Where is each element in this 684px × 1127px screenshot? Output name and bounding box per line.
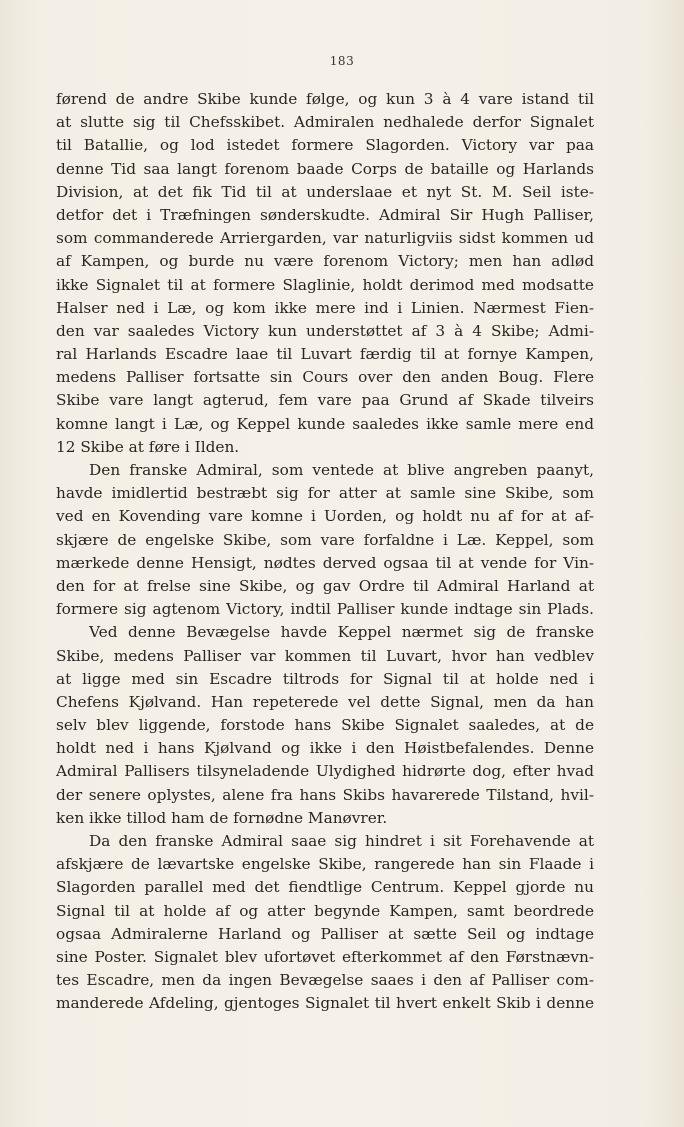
text-line: skjære de engelske Skibe, som vare forfaldne i Læ. Keppel, som [56,530,594,549]
text-line: den var saaledes Victory kun understøttet af 3 à 4 Skibe; Admi- [56,321,594,340]
text-line: tes Escadre, men da ingen Bevægelse saaes i den af Palliser com- [56,971,594,990]
text-line: selv blev liggende, forstode hans Skibe Signalet saaledes, at de [56,716,594,735]
text-line: ken ikke tillod ham de fornødne Manøvrer. [56,808,388,827]
text-line: komne langt i Læ, og Keppel kunde saaledes ikke samle mere end [56,414,594,433]
text-line: holdt ned i hans Kjølvand og ikke i den Høistbefalendes. Denne [56,739,594,758]
text-line: Skibe vare langt agterud, fem vare paa Grund af Skade tilveirs [56,391,594,410]
paragraph-start-line: Ved denne Bevægelse havde Keppel nærmet sig de franske [89,623,594,642]
paragraph-start-line: Da den franske Admiral saae sig hindret i sit Forehavende at [89,832,594,850]
text-line: afskjære de lævartske engelske Skibe, rangerede han sin Flaade i [56,855,594,874]
text-line: af Kampen, og burde nu være forenom Victory; men han adlød [56,252,594,271]
text-line: Signal til at holde af og atter begynde Kampen, samt beordrede [56,901,594,920]
text-line: der senere oplystes, alene fra hans Skibs havarerede Tilstand, hvil- [56,785,594,804]
text-line: ikke Signalet til at formere Slaglinie, holdt derimod med modsatte [56,275,594,294]
text-line: ogsaa Admiralerne Harland og Palliser at sætte Seil og indtage [56,924,594,943]
text-line: mærkede denne Hensigt, nødtes derved ogsaa til at vende for Vin- [56,553,594,572]
body-text [56,88,594,1016]
text-line: formere sig agtenom Victory, indtil Palliser kunde indtage sin Plads. [56,600,594,619]
text-line: som commanderede Arriergarden, var naturligviis sidst kommen ud [56,229,594,248]
text-line: Admiral Pallisers tilsyneladende Ulydighed hidrørte dog, efter hvad [56,762,594,781]
text-line: medens Palliser fortsatte sin Cours over den anden Boug. Flere [56,368,594,387]
text-line: at slutte sig til Chefsskibet. Admiralen nedhalede derfor Signalet [56,113,594,132]
text-line: 12 Skibe at føre i Ilden. [56,437,240,456]
paragraph-start-line: Den franske Admiral, som ventede at blive angreben paanyt, [89,461,594,479]
text-line: Division, at det fik Tid til at underslaae et nyt St. M. Seil iste- [56,182,594,201]
text-line: Slagorden parallel med det fiendtlige Centrum. Keppel gjorde nu [56,878,594,897]
text-line: ral Harlands Escadre laae til Luvart færdig til at fornye Kampen, [56,345,594,364]
page-number: 183 [329,54,355,68]
text-line: den for at frelse sine Skibe, og gav Ordre til Admiral Harland at [56,576,594,595]
text-line: til Batallie, og lod istedet formere Slagorden. Victory var paa [56,136,594,155]
text-line: sine Poster. Signalet blev ufortøvet efterkommet af den Førstnævn- [56,947,594,966]
text-line: at ligge med sin Escadre tiltrods for Signal til at holde ned i [56,669,594,688]
text-line: manderede Afdeling, gjentoges Signalet til hvert enkelt Skib i denne [56,994,594,1013]
text-line: detfor det i Træfningen sønderskudte. Admiral Sir Hugh Palliser, [56,205,594,224]
text-line: Chefens Kjølvand. Han repeterede vel dette Signal, men da han [56,692,594,711]
text-line: denne Tid saa langt forenom baade Corps de bataille og Harlands [56,159,594,178]
text-line: Skibe, medens Palliser var kommen til Luvart, hvor han vedblev [56,646,594,665]
text-line: førend de andre Skibe kunde følge, og kun 3 à 4 vare istand til [56,90,594,108]
text-line: havde imidlertid bestræbt sig for atter at samle sine Skibe, som [56,484,594,503]
text-line: ved en Kovending vare komne i Uorden, og holdt nu af for at af- [56,507,594,526]
text-line: Halser ned i Læ, og kom ikke mere ind i Linien. Nærmest Fien- [56,298,594,317]
